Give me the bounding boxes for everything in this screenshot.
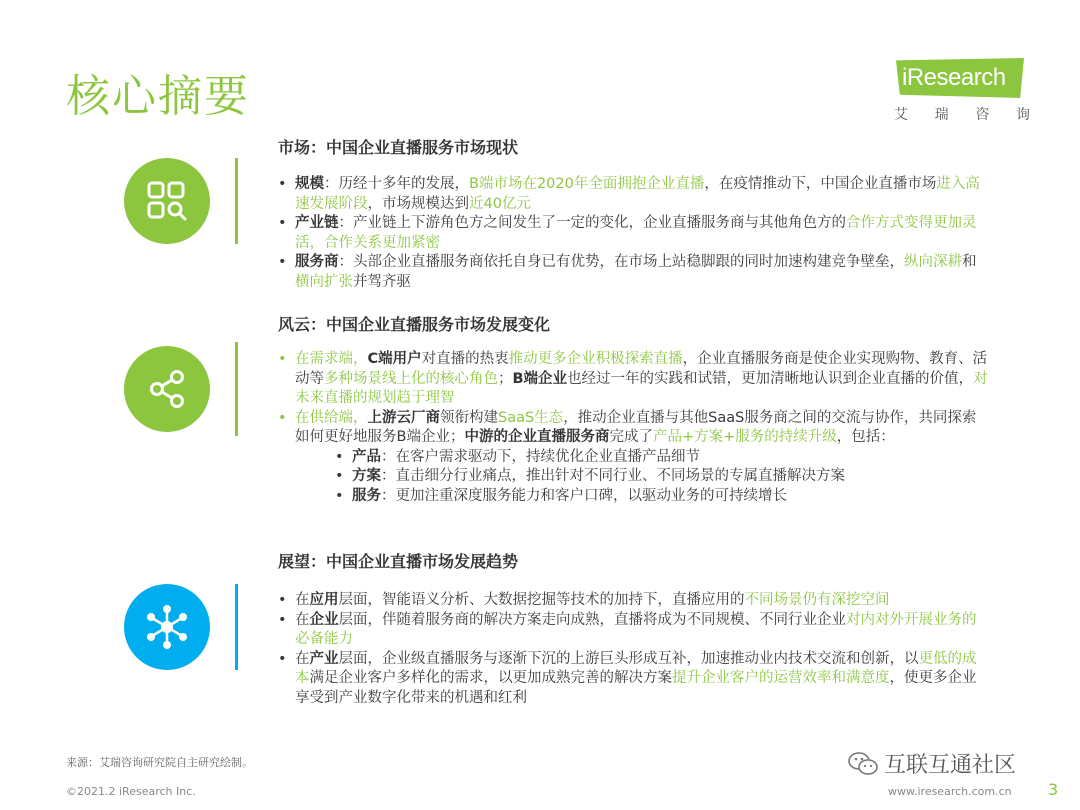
body-text: ：直击细分行业痛点，推出针对不同行业、不同场景的专属直播解决方案 bbox=[381, 468, 845, 484]
body-text: ：在客户需求驱动下，持续优化企业直播产品细节 bbox=[381, 448, 700, 465]
body-text: 在 bbox=[295, 611, 310, 628]
body-text: 层面，伴随着服务商的解决方案走向成熟，直播将成为不同规模、不同行业企业 bbox=[338, 611, 846, 628]
bold-label: 中游的企业直播服务商 bbox=[464, 429, 610, 445]
highlight-text: SaaS生态 bbox=[498, 409, 564, 426]
body-text: ：头部企业直播服务商依托自身已有优势，在市场上站稳脚跟的同时加速构建竞争壁垒， bbox=[338, 254, 904, 270]
highlight-text: 产品+方案+服务的持续升级 bbox=[652, 429, 837, 445]
highlight-text: 推动更多企业积极探索直播 bbox=[508, 351, 683, 367]
bold-label: 规模 bbox=[295, 176, 324, 192]
body-text: ：历经十多年的发展， bbox=[324, 176, 469, 192]
body-text: ，市场规模达到 bbox=[367, 195, 469, 212]
section-title-outlook: 展望：中国企业直播市场发展趋势 bbox=[278, 552, 519, 571]
bold-label: C端用户 bbox=[367, 351, 422, 367]
apps-search-icon bbox=[124, 158, 210, 244]
body-text: 在 bbox=[295, 592, 310, 608]
bold-label: 企业 bbox=[309, 611, 339, 628]
logo-sub-char: 询 bbox=[1015, 107, 1030, 123]
bullet-item: • 在供给端，上游云厂商领衔构建SaaS生态，推动企业直播与其他SaaS服务商之间的交流与协作，共同探索如何更好地服务B端企业；中游的企业直播服务商完成了产品+方案+服务的持续升级，包括： bbox=[278, 409, 977, 445]
bullet-item: • 在企业层面，伴随着服务商的解决方案走向成熟，直播将成为不同规模、不同行业企业对内对外开展业务的必备能力 bbox=[278, 611, 977, 647]
bullet-item: • 在应用层面，智能语义分析、大数据挖掘等技术的加持下，直播应用的不同场景仍有深挖空间 bbox=[278, 592, 890, 608]
share-icon bbox=[124, 346, 210, 432]
body-text: 层面，智能语义分析、大数据挖掘等技术的加持下，直播应用的 bbox=[338, 592, 745, 608]
highlight-text: 对未来直播的规划趋于理智 bbox=[295, 370, 988, 406]
logo-subtitle bbox=[894, 104, 1030, 124]
highlight-text: 多种场景线上化的核心角色 bbox=[324, 370, 498, 387]
logo-sub-char: 咨 bbox=[975, 107, 990, 123]
highlight-text: 对内对外开展业务的必备能力 bbox=[295, 611, 977, 647]
sub-bullet-item: • 服务：更加注重深度服务能力和客户口碑，以驱动业务的可持续增长 bbox=[335, 487, 787, 504]
section-title-trends: 风云：中国企业直播服务市场发展变化 bbox=[278, 315, 551, 334]
copyright: ©2021.2 iResearch Inc. bbox=[66, 785, 196, 798]
body-text: ：产业链上下游角色方之间发生了一定的变化，企业直播服务商与其他角色方的 bbox=[338, 215, 846, 231]
bold-label: 服务商 bbox=[295, 254, 339, 270]
logo-sub-char: 艾 bbox=[894, 107, 908, 123]
body-text: ，在疫情推动下，中国企业直播市场 bbox=[704, 176, 937, 192]
highlight-text: 合作方式变得更加灵活，合作关系更加紧密 bbox=[295, 215, 977, 251]
bold-label: 上游云厂商 bbox=[367, 409, 440, 426]
page-title: 核心摘要 bbox=[66, 71, 250, 122]
body-text: 和 bbox=[962, 254, 977, 270]
highlight-text: 提升企业客户的运营效率和满意度 bbox=[672, 670, 890, 686]
bullet-item: • 产业链：产业链上下游角色方之间发生了一定的变化，企业直播服务商与其他角色方的合作方式变得更加灵活，合作关系更加紧密 bbox=[278, 215, 977, 251]
bold-label: 产业 bbox=[309, 650, 339, 667]
site-url: www.iresearch.com.cn bbox=[888, 785, 1012, 798]
body-text: 也经过一年的实践和试错，更加清晰地认识到企业直播的价值， bbox=[567, 370, 974, 387]
bullet-item: • 服务商：头部企业直播服务商依托自身已有优势，在市场上站稳脚跟的同时加速构建竞争壁垒，纵向深耕和横向扩张并驾齐驱 bbox=[278, 254, 977, 290]
body-text: 满足企业客户多样化的需求，以更加成熟完善的解决方案 bbox=[309, 670, 672, 686]
bold-label: 产业链 bbox=[295, 215, 339, 231]
bold-label: B端企业 bbox=[512, 370, 568, 387]
highlight-text: 近40亿元 bbox=[469, 195, 531, 212]
section-title-market: 市场：中国企业直播服务市场现状 bbox=[278, 138, 519, 157]
section-divider bbox=[235, 158, 238, 244]
watermark-text: 互联互通社区 bbox=[884, 753, 1017, 778]
highlight-text: 不同场景仍有深挖空间 bbox=[744, 592, 890, 608]
chat-bubble-icon bbox=[848, 751, 878, 777]
bold-label: 应用 bbox=[309, 592, 339, 608]
highlight-text: 进入高速发展阶段 bbox=[295, 176, 980, 212]
network-icon bbox=[124, 584, 210, 670]
body-text: ，企业直播服务商是使企业实现购物、教育、活动等 bbox=[295, 351, 988, 387]
sub-bullet-item: • 产品：在客户需求驱动下，持续优化企业直播产品细节 bbox=[335, 448, 700, 465]
section-divider bbox=[235, 584, 238, 670]
bullet-item: • 在产业层面，企业级直播服务与逐渐下沉的上游巨头形成互补，加速推动业内技术交流和创新，以更低的成本满足企业客户多样化的需求，以更加成熟完善的解决方案提升企业客户的运营效率和满意度，使更多企业享受到产业数字化带来的机遇和红利 bbox=[278, 650, 977, 706]
logo-sub-char: 瑞 bbox=[934, 107, 949, 123]
body-text: ：更加注重深度服务能力和客户口碑，以驱动业务的可持续增长 bbox=[381, 487, 787, 504]
body-text: ，推动企业直播与其他SaaS服务商之间的交流与协作，共同探索如何更好地服务B端企业； bbox=[295, 409, 977, 445]
source-note: 来源：艾瑞咨询研究院自主研究绘制。 bbox=[66, 756, 253, 769]
section-body-market bbox=[278, 175, 990, 292]
highlight-text: 更低的成本 bbox=[295, 650, 977, 686]
body-text: 对直播的热衷 bbox=[421, 351, 509, 367]
body-text: ，包括： bbox=[836, 429, 895, 445]
body-text: 层面，企业级直播服务与逐渐下沉的上游巨头形成互补，加速推动业内技术交流和创新，以 bbox=[338, 650, 919, 667]
body-text: ，使更多企业享受到产业数字化带来的机遇和红利 bbox=[295, 670, 977, 706]
logo-text: iResearch bbox=[902, 64, 1006, 91]
highlight-text: 在需求端， bbox=[295, 351, 368, 367]
highlight-text: B端市场在2020年全面拥抱企业直播 bbox=[469, 176, 705, 192]
body-text: 并驾齐驱 bbox=[353, 273, 411, 290]
bold-label: 产品 bbox=[352, 448, 381, 465]
body-text: 领衔构建 bbox=[440, 409, 498, 426]
body-text: 在 bbox=[295, 650, 310, 667]
body-text: 完成了 bbox=[609, 429, 653, 445]
section-body-trends bbox=[278, 350, 990, 506]
watermark bbox=[848, 748, 1016, 779]
highlight-text: 横向扩张 bbox=[295, 273, 353, 290]
bullet-item: • 规模：历经十多年的发展，B端市场在2020年全面拥抱企业直播，在疫情推动下，中国企业直播市场进入高速发展阶段，市场规模达到近40亿元 bbox=[278, 176, 980, 212]
iresearch-logo bbox=[892, 58, 1032, 128]
body-text: ； bbox=[498, 370, 513, 387]
bold-label: 服务 bbox=[352, 487, 381, 504]
bullet-item: • 在需求端，C端用户对直播的热衷推动更多企业积极探索直播，企业直播服务商是使企业实现购物、教育、活动等多种场景线上化的核心角色；B端企业也经过一年的实践和试错，更加清晰地认识到企业直播的价值，对未来直播的规划趋于理智 bbox=[278, 351, 988, 406]
section-divider bbox=[235, 342, 238, 436]
highlight-text: 纵向深耕 bbox=[904, 254, 962, 270]
highlight-text: 在供给端， bbox=[295, 409, 368, 426]
section-body-outlook bbox=[278, 591, 990, 708]
bold-label: 方案 bbox=[352, 468, 381, 484]
sub-bullet-item: • 方案：直击细分行业痛点，推出针对不同行业、不同场景的专属直播解决方案 bbox=[335, 468, 845, 484]
page-number: 3 bbox=[1048, 780, 1059, 799]
